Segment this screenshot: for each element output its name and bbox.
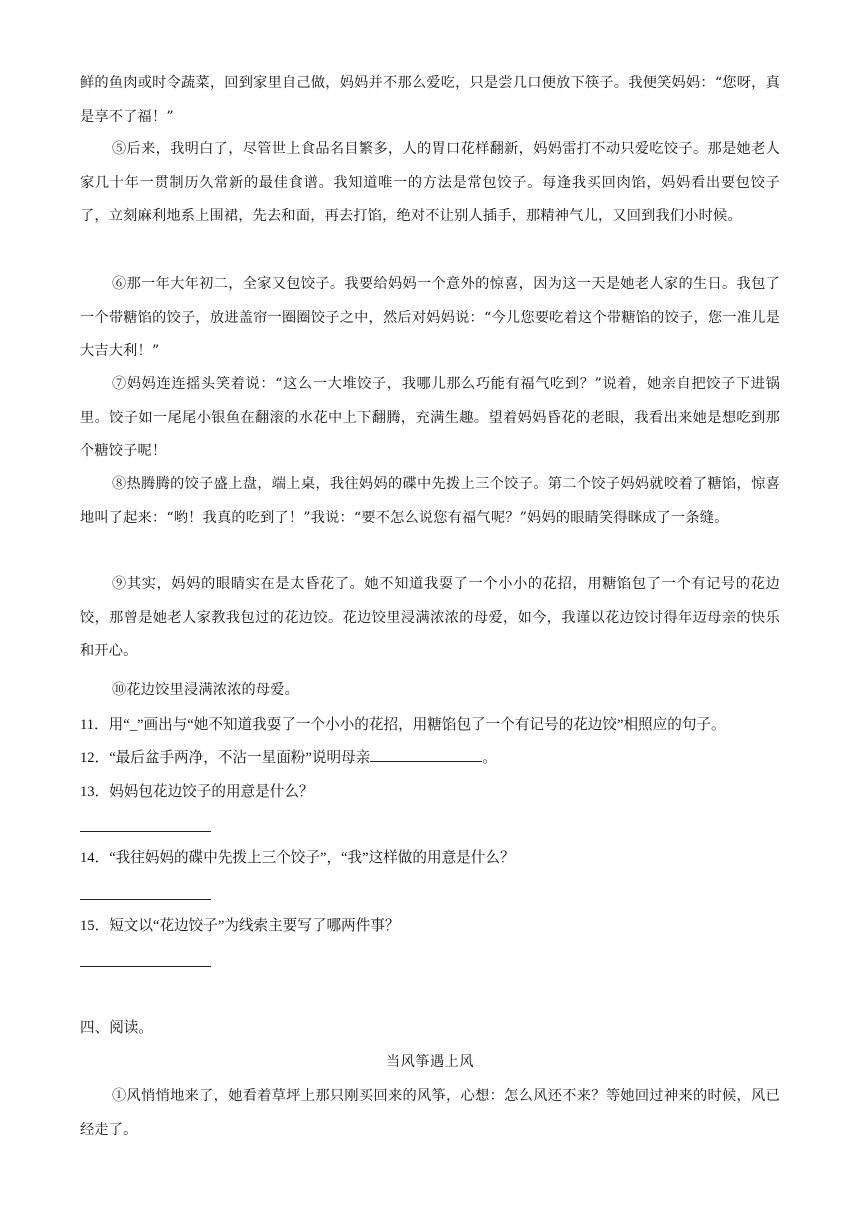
passage-paragraph-8: ⑧热腾腾的饺子盛上盘，端上桌，我往妈妈的碟中先拨上三个饺子。第二个饺子妈妈就咬着了糖馅，惊喜地叫了起来：“哟！我真的吃到了！”我说：“要不怎么说您有福气呢？”妈妈的眼睛笑得眯成了一条缝。 <box>80 476 780 526</box>
question-14: 14．“我往妈妈的碟中先拨上三个饺子”，“我”这样做的用意是什么？ <box>80 850 515 866</box>
article-title: 当风筝遇上风 <box>385 1054 475 1070</box>
question-15: 15．短文以“花边饺子”为线索主要写了哪两件事？ <box>80 918 400 934</box>
section-4-heading: 四、阅读。 <box>80 1019 153 1036</box>
article-paragraph-1: ①风悄悄地来了，她看着草坪上那只刚买回来的风筝，心想：怎么风还不来？等她回过神来的时候，风已经走了。 <box>80 1088 780 1138</box>
question-12 <box>80 746 780 770</box>
passage-paragraph-10: ⑩花边饺里浸满浓浓的母爱。 <box>112 682 300 698</box>
question-13: 13．妈妈包花边饺子的用意是什么？ <box>80 784 314 800</box>
question-12-blank[interactable] <box>370 747 482 762</box>
passage-paragraph-6: ⑥那一年大年初二，全家又包饺子。我要给妈妈一个意外的惊喜，因为这一天是她老人家的生日。我包了一个带糖馅的饺子，放进盖帘一圈圈饺子之中，然后对妈妈说：“今儿您要吃着这个带糖馅的饺子，您一准儿是大吉大利！” <box>80 276 780 359</box>
passage-paragraph-9: ⑨其实，妈妈的眼睛实在是太昏花了。她不知道我耍了一个小小的花招，用糖馅包了一个有记号的花边饺，那曾是她老人家教我包过的花边饺。花边饺里浸满浓浓的母爱，如今，我谨以花边饺讨得年迈母亲的快乐和开心。 <box>80 576 780 659</box>
passage-paragraph-7: ⑦妈妈连连摇头笑着说：“这么一大堆饺子，我哪儿那么巧能有福气吃到？”说着，她亲自把饺子下进锅里。饺子如一尾尾小银鱼在翻滚的水花中上下翻腾，充满生趣。望着妈妈昏花的老眼，我看出来她是想吃到那个糖饺子呢！ <box>80 376 780 459</box>
question-15-answer-line[interactable] <box>80 966 211 967</box>
question-13-answer-line[interactable] <box>80 831 211 832</box>
passage-paragraph-5: ⑤后来，我明白了，尽管世上食品名目繁多，人的胃口花样翻新，妈妈雷打不动只爱吃饺子。那是她老人家几十年一贯制历久常新的最佳食谱。我知道唯一的方法是常包饺子。每逢我买回肉馅，妈妈看出要包饺子了，立刻麻利地系上围裙，先去和面，再去打馅，绝对不让别人插手，那精神气儿，又回到我们小时候。 <box>80 141 780 224</box>
question-14-answer-line[interactable] <box>80 899 211 900</box>
question-12-text: 12．“最后盆手两净，不沾一星面粉”说明母亲 <box>80 750 371 766</box>
passage-paragraph-4-continued: 鲜的鱼肉或时令蔬菜，回到家里自己做，妈妈并不那么爱吃，只是尝几口便放下筷子。我便笑妈妈：“您呀，真是享不了福！” <box>80 75 780 125</box>
question-11: 11．用“_”画出与“她不知道我耍了一个小小的花招，用糖馅包了一个有记号的花边饺”相照应的句子。 <box>80 717 726 733</box>
question-12-end: 。 <box>482 750 497 766</box>
